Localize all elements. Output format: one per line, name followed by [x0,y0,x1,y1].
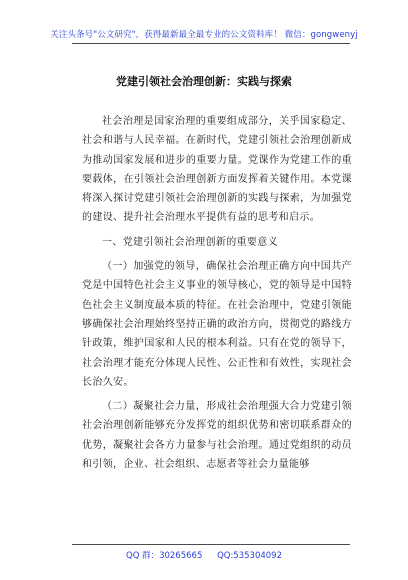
document-title: 党建引领社会治理创新：实践与探索 [116,75,292,88]
paragraph-point-1: （一）加强党的领导，确保社会治理正确方向中国共产党是中国特色社会主义事业的领导核心，党的领导是中国特色社会主义制度最本质的特征。在社会治理中，党建引领能够确保社会治理始终坚持正确的政治方向，贯彻党的路线方针政策，维护国家和人民的根本利益。只有在党的领导下，社会治理才能充分体现人民性、公正性和有效性，实现社会长治久安。 [82,261,352,388]
document-body [82,112,352,479]
footer-qq: QQ:535304092 [217,551,282,561]
footer [0,549,408,561]
header-divider [72,43,350,44]
footer-qq-group: QQ 群：30265665 [126,551,203,561]
footer-divider [72,544,350,545]
paragraph-intro: 社会治理是国家治理的重要组成部分，关乎国家稳定、社会和谐与人民幸福。在新时代，党建引领社会治理创新成为推动国家发展和进步的重要力量。党课作为党建工作的重要载体，在引领社会治理创新方面发挥着关键作用。本党课将深入探讨党建引领社会治理创新的实践与探索，为加强党的建设、提升社会治理水平提供有益的思考和启示。 [82,116,352,224]
section-heading: 一、党建引领社会治理创新的重要意义 [102,236,278,248]
header-note: 关注头条号"公文研究"，获得最新最全最专业的公文资料库！ 微信：gongwenyj [50,30,358,40]
paragraph-point-2: （二）凝聚社会力量，形成社会治理强大合力党建引领社会治理创新能够充分发挥党的组织优势和密切联系群众的优势，凝聚社会各方力量参与社会治理。通过党组织的动员和引领，企业、社会组织、志愿者等社会力量能够 [82,401,352,471]
